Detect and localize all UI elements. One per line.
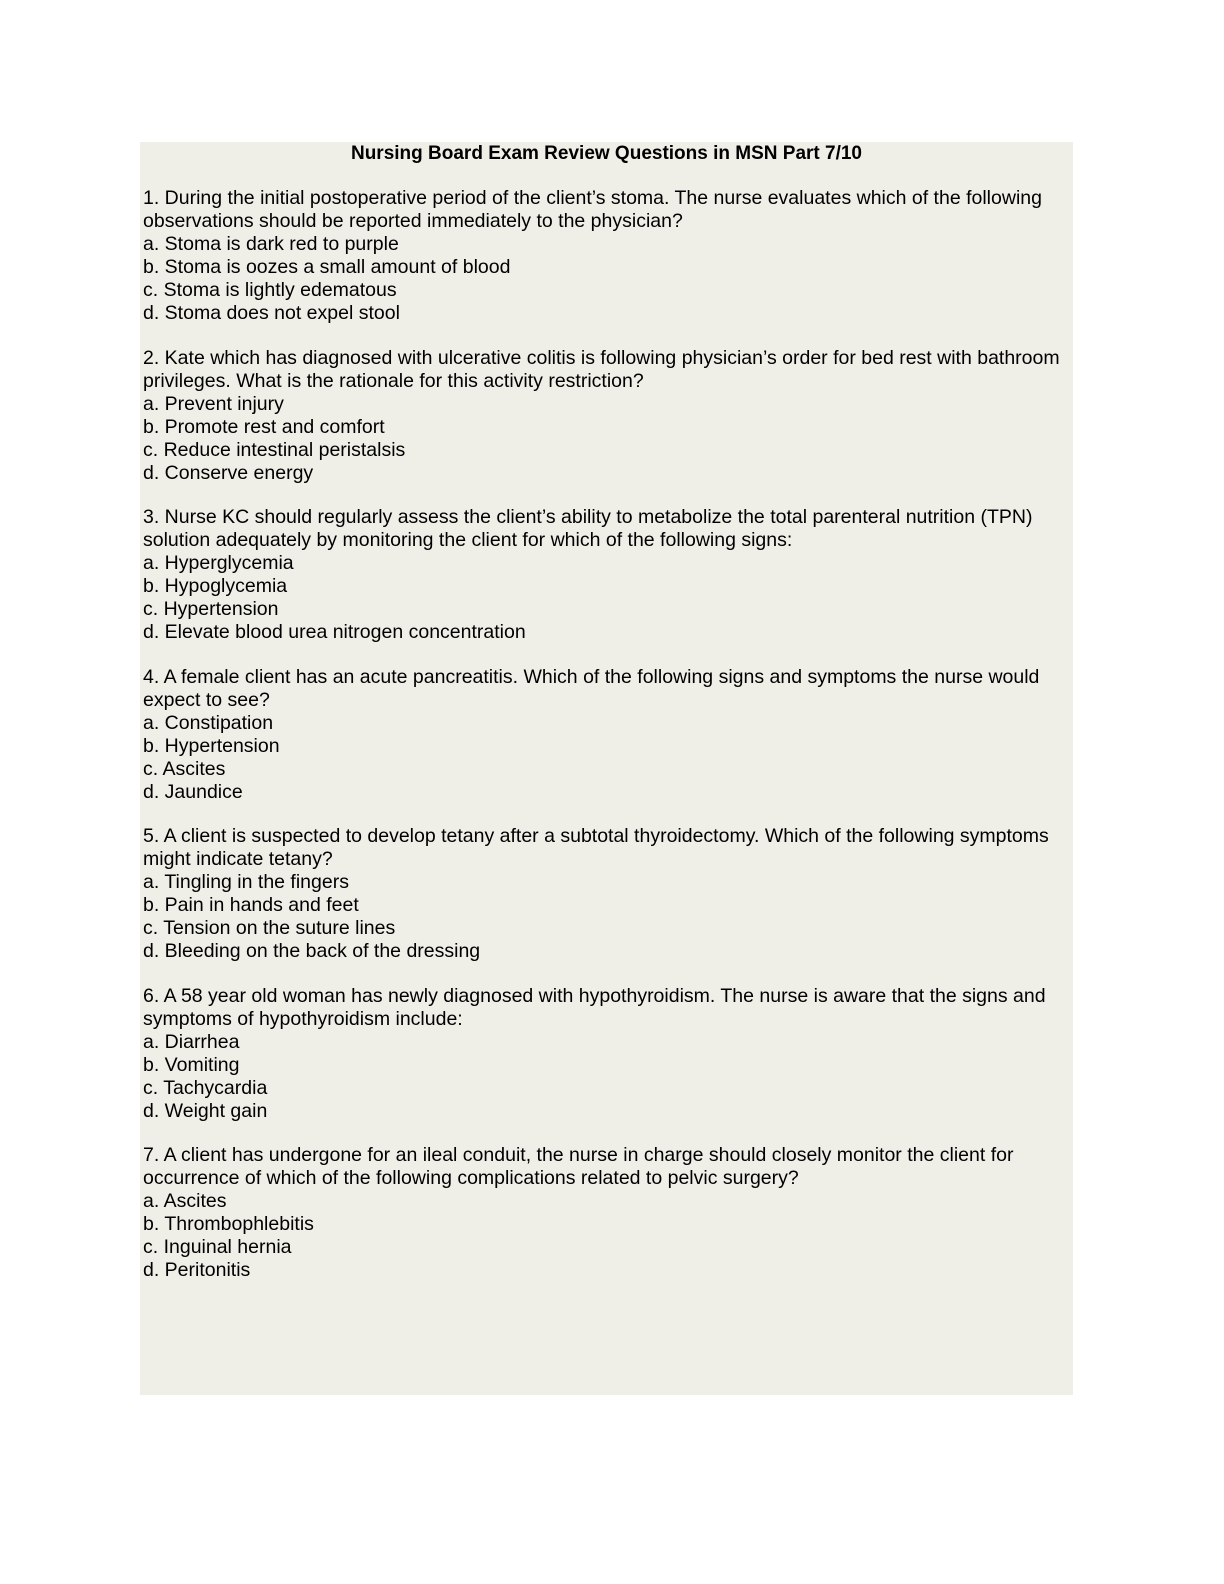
question-stem: 2. Kate which has diagnosed with ulcerative colitis is following physician’s order for bed rest with bathroom privileges. What is the rationale for this activity restriction? [143,347,1060,392]
question-1 [143,187,1073,325]
option-d: d. Bleeding on the back of the dressing [143,940,481,962]
question-5 [143,825,1073,963]
question-6 [143,985,1073,1123]
question-7 [143,1144,1073,1282]
option-b: b. Promote rest and comfort [143,416,385,438]
question-3 [143,506,1073,644]
document-title: Nursing Board Exam Review Questions in MSN Part 7/10 [350,143,863,164]
option-c: c. Ascites [143,758,226,780]
question-stem: 6. A 58 year old woman has newly diagnosed with hypothyroidism. The nurse is aware that the signs and symptoms of hypothyroidism include: [143,985,1046,1030]
option-a: a. Constipation [143,712,274,734]
option-d: d. Stoma does not expel stool [143,302,400,324]
option-b: b. Hypoglycemia [143,575,288,597]
option-c: c. Tachycardia [143,1077,268,1099]
option-c: c. Tension on the suture lines [143,917,396,939]
option-b: b. Pain in hands and feet [143,894,359,916]
option-d: d. Weight gain [143,1100,268,1122]
question-4 [143,666,1073,804]
option-a: a. Ascites [143,1190,227,1212]
question-stem: 3. Nurse KC should regularly assess the client’s ability to metabolize the total parenteral nutrition (TPN) solution adequately by monitoring the client for which of the following signs: [143,506,1033,551]
option-a: a. Prevent injury [143,393,284,415]
question-stem: 7. A client has undergone for an ileal conduit, the nurse in charge should closely monitor the client for occurrence of which of the following complications related to pelvic surgery? [143,1144,1014,1189]
option-d: d. Jaundice [143,781,243,803]
option-c: c. Stoma is lightly edematous [143,279,397,301]
question-2 [143,347,1073,485]
option-c: c. Inguinal hernia [143,1236,292,1258]
question-stem: 4. A female client has an acute pancreatitis. Which of the following signs and symptoms the nurse would expect to see? [143,666,1040,711]
option-a: a. Hyperglycemia [143,552,294,574]
option-a: a. Tingling in the fingers [143,871,349,893]
option-b: b. Vomiting [143,1054,240,1076]
option-a: a. Stoma is dark red to purple [143,233,399,255]
option-a: a. Diarrhea [143,1031,240,1053]
option-d: d. Conserve energy [143,462,314,484]
option-c: c. Reduce intestinal peristalsis [143,439,406,461]
option-b: b. Stoma is oozes a small amount of blood [143,256,511,278]
option-b: b. Hypertension [143,735,280,757]
question-stem: 1. During the initial postoperative period of the client’s stoma. The nurse evaluates which of the following observations should be reported immediately to the physician? [143,187,1042,232]
question-stem: 5. A client is suspected to develop tetany after a subtotal thyroidectomy. Which of the following symptoms might indicate tetany? [143,825,1049,870]
option-d: d. Elevate blood urea nitrogen concentration [143,621,526,643]
option-d: d. Peritonitis [143,1259,251,1281]
option-c: c. Hypertension [143,598,279,620]
option-b: b. Thrombophlebitis [143,1213,314,1235]
